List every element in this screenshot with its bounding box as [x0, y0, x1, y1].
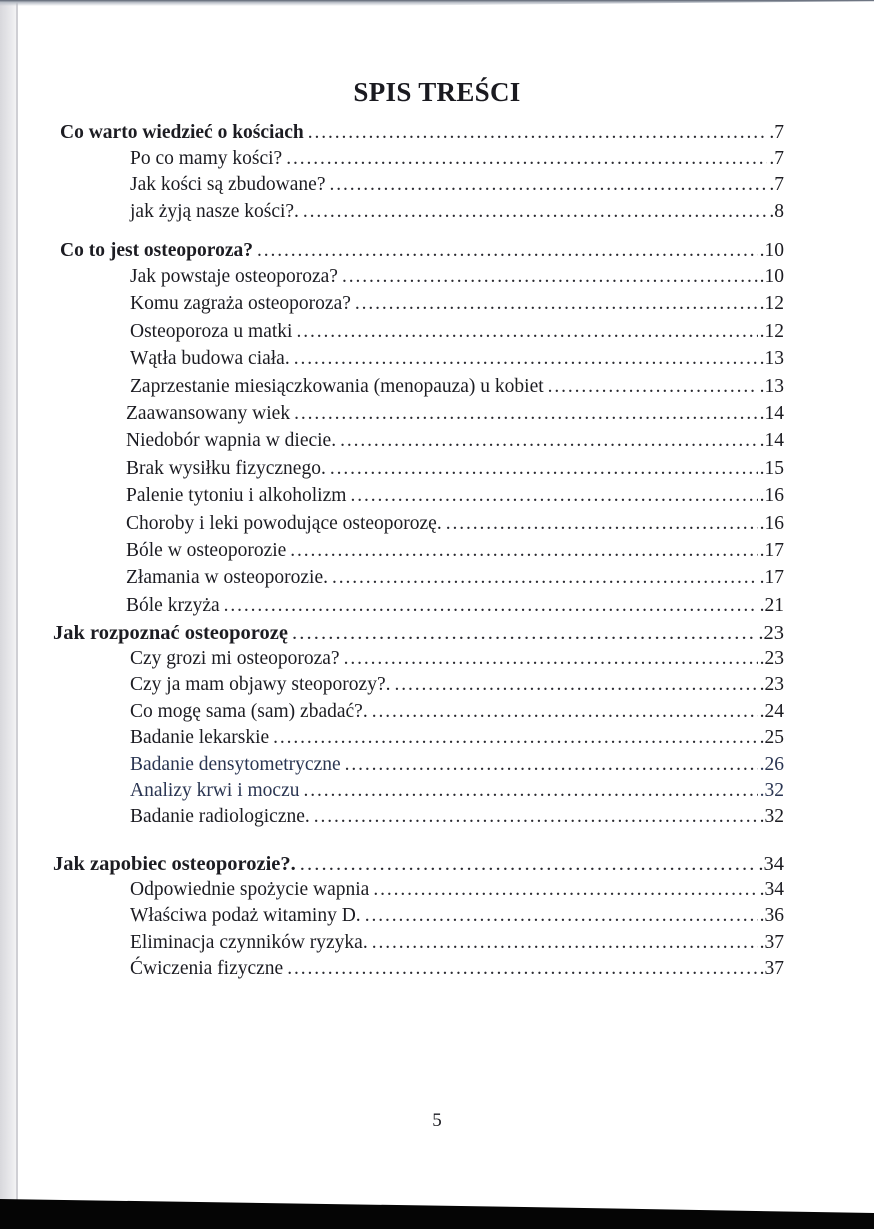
toc-page-number: .10: [759, 266, 784, 287]
toc-section-title: Czy ja mam objawy steoporozy?.: [130, 674, 391, 696]
toc-page-number: .37: [759, 931, 784, 953]
dot-leader: [224, 595, 758, 617]
toc-section-title: Choroby i leki powodujące osteoporozę.: [126, 512, 442, 534]
toc-section: [130, 674, 784, 700]
dot-leader: [373, 879, 757, 901]
toc-section-title: Analizy krwi i moczu: [130, 780, 300, 801]
toc-section: [130, 266, 784, 292]
toc-section: [130, 780, 784, 806]
toc-section: [130, 174, 784, 200]
toc-page-number: .34: [759, 879, 784, 900]
toc-section-title: Brak wysiłku fizycznego.: [126, 457, 326, 479]
dot-leader: [294, 348, 758, 370]
dot-leader: [308, 122, 768, 144]
toc-page-number: .23: [758, 622, 784, 644]
toc-section: [126, 540, 784, 566]
toc-page-number: .13: [759, 348, 784, 370]
toc-section-title: Zaprzestanie miesiączkowania (menopauza) u kobiet: [130, 375, 544, 397]
page-left-edge: [0, 0, 18, 1229]
toc-section-title: Złamania w osteoporozie.: [126, 567, 328, 589]
dot-leader: [257, 240, 758, 262]
toc-section: [130, 727, 784, 753]
toc-page-number: .7: [769, 122, 784, 143]
dot-leader: [394, 674, 757, 696]
toc-section: [130, 932, 784, 958]
toc-page-number: .10: [759, 240, 784, 261]
toc-section: [130, 321, 784, 347]
dot-leader: [342, 266, 758, 288]
dot-leader: [340, 430, 758, 452]
dot-leader: [345, 754, 758, 776]
dot-leader: [330, 458, 758, 480]
toc-chapter-title: Jak zapobiec osteoporozie?.: [53, 853, 296, 875]
dot-leader: [350, 485, 757, 507]
page-number: 5: [432, 1110, 442, 1131]
toc-section-title: Osteoporoza u matki: [130, 320, 293, 342]
toc-section-title: Bóle w osteoporozie: [126, 540, 287, 561]
toc-page-number: .23: [759, 648, 784, 669]
toc-section: [126, 567, 784, 593]
dot-leader: [355, 293, 758, 315]
toc-page-number: .23: [759, 674, 784, 696]
toc-section-title: Badanie lekarskie: [130, 727, 270, 749]
toc-page-number: .17: [759, 567, 784, 589]
toc-section-title: Palenie tytoniu i alkoholizm: [126, 485, 347, 507]
dot-leader: [372, 701, 758, 723]
dot-leader: [365, 905, 758, 927]
dot-leader: [300, 853, 757, 876]
toc-page-number: .32: [759, 806, 784, 828]
toc-page-number: .12: [759, 320, 784, 342]
toc-section-title: Bóle krzyża: [126, 594, 220, 616]
toc-chapter: [53, 853, 784, 879]
dot-leader: [294, 403, 758, 425]
toc-section: [130, 293, 784, 319]
toc-section: [126, 485, 784, 511]
toc-section-title: Po co mamy kości?: [130, 148, 283, 169]
toc-section: [130, 905, 784, 931]
toc-section: [130, 806, 784, 832]
toc-page-number: .7: [769, 174, 784, 196]
dot-leader: [314, 806, 758, 828]
toc-section-title: jak żyją nasze kości?.: [130, 200, 299, 222]
toc-section: [126, 458, 784, 484]
dot-leader: [273, 727, 757, 749]
dot-leader: [290, 540, 757, 562]
toc-section-title: Co mogę sama (sam) zbadać?.: [130, 700, 368, 722]
toc-page-number: .16: [759, 485, 784, 507]
dot-leader: [332, 567, 758, 589]
toc-section-title: Komu zagraża osteoporoza?: [130, 293, 351, 315]
toc-page-number: .21: [759, 594, 784, 616]
toc-page-number: .8: [769, 200, 784, 222]
toc-page-number: .7: [769, 148, 784, 169]
dot-leader: [292, 622, 756, 645]
toc-section-title: Badanie radiologiczne.: [130, 806, 310, 828]
toc-section: [130, 958, 784, 984]
toc-section-title: Eliminacja czynników ryzyka.: [130, 931, 368, 953]
toc-section-title: Czy grozi mi osteoporoza?: [130, 648, 340, 669]
dot-leader: [287, 958, 757, 980]
toc-section: [126, 513, 784, 539]
toc-chapter: [53, 622, 784, 648]
toc-page-number: .14: [759, 430, 784, 452]
toc-page-number: .34: [758, 853, 784, 875]
toc-chapter-title: Jak rozpoznać osteoporozę: [53, 622, 288, 644]
toc-section: [130, 376, 784, 402]
toc-page-number: .32: [759, 780, 784, 801]
toc-chapter-title: Co to jest osteoporoza?: [60, 240, 253, 261]
dot-leader: [329, 174, 767, 196]
dot-leader: [548, 376, 758, 398]
toc-section-title: Badanie densytometryczne: [130, 753, 341, 775]
toc-chapter-title: Co warto wiedzieć o kościach: [60, 122, 304, 143]
toc-section-title: Właściwa podaż witaminy D.: [130, 905, 361, 927]
toc-section-title: Odpowiednie spożycie wapnia: [130, 879, 370, 900]
toc-page-number: .24: [759, 700, 784, 722]
toc-section-title: Wątła budowa ciała.: [130, 348, 290, 370]
toc-section: [130, 701, 784, 727]
toc-page-number: .37: [759, 958, 784, 980]
toc-page-number: .15: [759, 457, 784, 479]
dot-leader: [372, 932, 758, 954]
scan-top-shadow: [0, 0, 874, 6]
toc-page-number: .17: [759, 540, 784, 561]
dot-leader: [296, 321, 757, 343]
dot-leader: [286, 148, 767, 170]
toc-section-title: Ćwiczenia fizyczne: [130, 958, 284, 980]
toc-section: [126, 595, 784, 621]
toc-section: [130, 879, 784, 905]
scan-bottom-border: [0, 1193, 874, 1229]
toc-section: [130, 201, 784, 227]
toc-section: [130, 648, 784, 674]
toc-page-number: .36: [759, 905, 784, 927]
toc-section: [130, 754, 784, 780]
toc-section-title: Jak kości są zbudowane?: [130, 174, 326, 196]
toc-page-number: .25: [759, 727, 784, 749]
toc-section: [130, 148, 784, 174]
toc-page-number: .14: [759, 403, 784, 424]
toc-section-title: Zaawansowany wiek: [126, 403, 291, 424]
dot-leader: [344, 648, 758, 670]
toc-section: [130, 348, 784, 374]
toc-page-number: .13: [759, 375, 784, 397]
toc-section-title: Jak powstaje osteoporoza?: [130, 266, 338, 287]
toc-section: [126, 403, 784, 429]
page-title: SPIS TREŚCI: [353, 77, 521, 107]
dot-leader: [446, 513, 758, 535]
dot-leader: [303, 201, 767, 223]
toc-chapter: [60, 122, 784, 148]
toc-section: [126, 430, 784, 456]
toc-chapter: [60, 240, 784, 266]
dot-leader: [304, 780, 758, 802]
toc-section-title: Niedobór wapnia w diecie.: [126, 430, 337, 452]
toc-page-number: .26: [759, 753, 784, 775]
toc-page-number: .16: [759, 512, 784, 534]
toc-page-number: .12: [759, 293, 784, 315]
